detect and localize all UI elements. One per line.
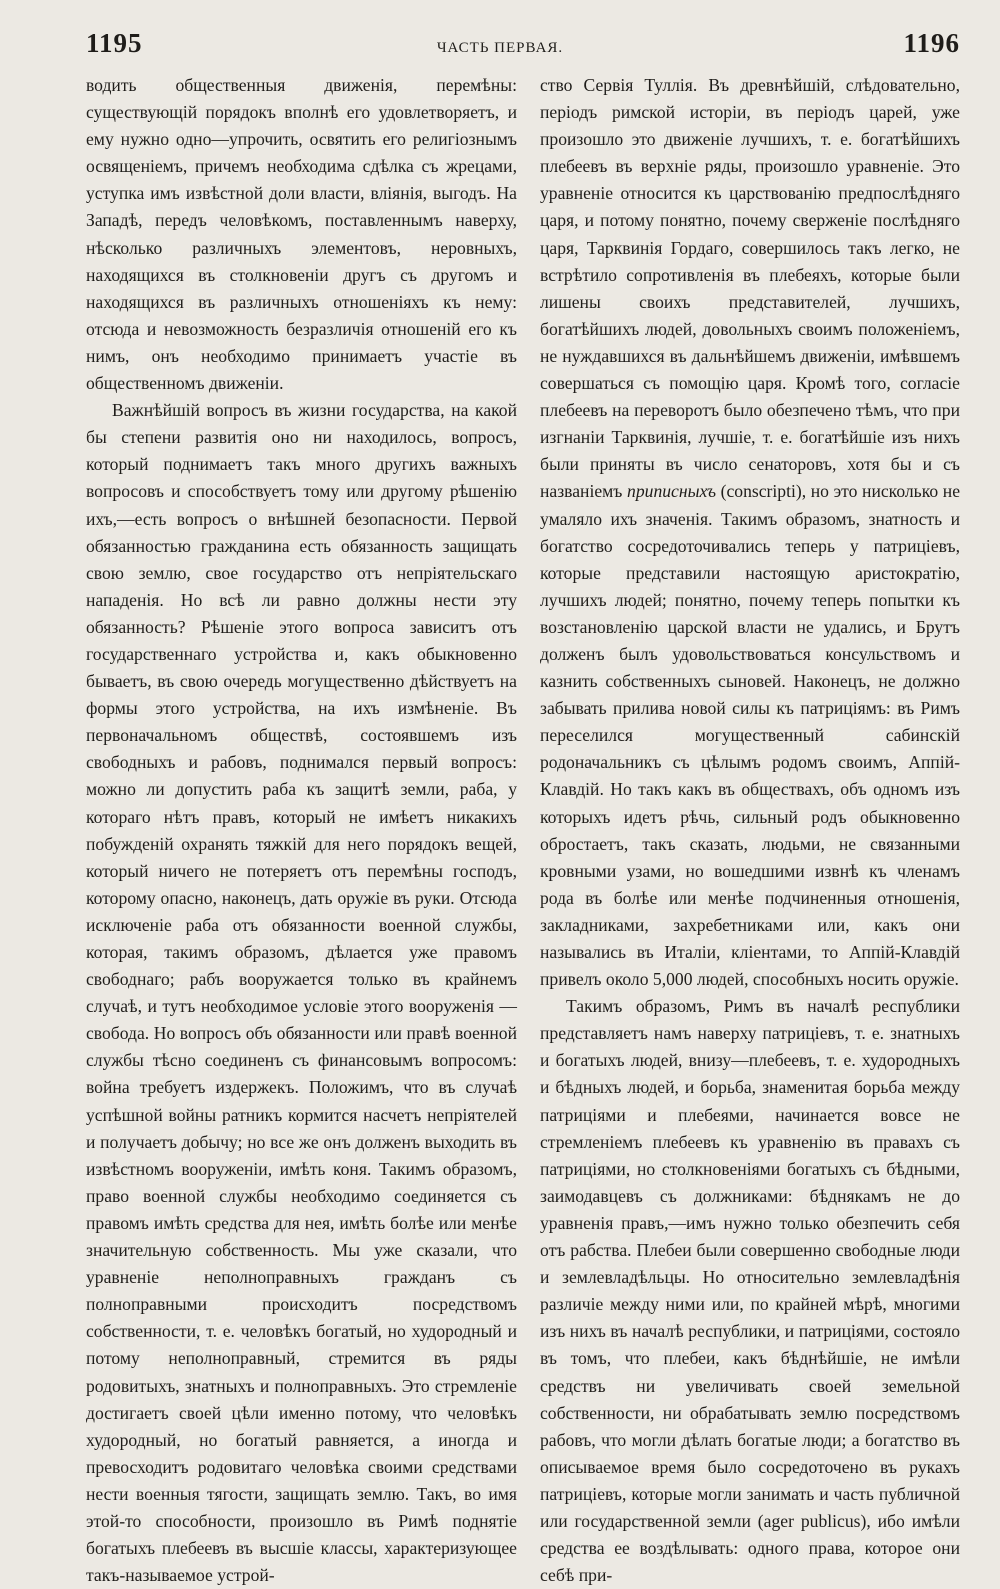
left-paragraph-1: водить общественныя движенія, перемѣны: существующій порядокъ вполнѣ его удовлетворяетъ, и ему нужно одно—упрочить, освятить его религіознымъ освященіемъ, причемъ необходима сдѣлка съ жрецами, уступка имъ извѣстной доли власти, вліянія, выгодъ. На Западѣ, передъ человѣкомъ, поставленнымъ наверху, нѣсколько различныхъ элементовъ, неровныхъ, находящихся въ столкновеніи другъ съ другомъ и находящихся въ различныхъ отношеніяхъ къ нему: отсюда и невозможность безразличія отношеній его къ нимъ, онъ необходимо принимаетъ участіе въ общественномъ движеніи. — [86, 75, 517, 394]
right-column — [540, 72, 960, 1589]
right-paragraph-2: Такимъ образомъ, Римъ въ началѣ республики представляетъ намъ наверху патриціевъ, т. е. знатныхъ и богатыхъ людей, внизу—плебеевъ, т. е. худородныхъ и бѣдныхъ людей, и борьба, знаменитая борьба между патриціями и плебеями, начинается вовсе не стремленіемъ плебеевъ къ уравненію въ правахъ съ патриціями, но столкновеніями богатыхъ съ бѣдными, заимодавцевъ съ должниками: бѣднякамъ не до уравненія правъ,—имъ нужно только обезпечить себя отъ рабства. Плебеи были совершенно свободные люди и землевладѣльцы. Но относительно землевладѣнія различіе между ними или, по крайней мѣрѣ, многими изъ нихъ въ началѣ республики, и патриціями, состояло въ томъ, что плебеи, какъ бѣднѣйшіе, не имѣли средствъ ни увеличивать своей земельной собственности, ни обрабатывать землю посредствомъ рабовъ, что могли дѣлать богатые люди; а богатство въ описываемое время было сосредоточено въ рукахъ патриціевъ, которые могли занимать и часть публичной или государственной земли (ager publicus), ибо имѣли средства ее воздѣлывать: одного права, которое они себѣ при- — [540, 996, 960, 1586]
right-paragraph-1 — [540, 72, 960, 993]
right-paragraph-1-text-b: (conscripti), но это нисколько не умаляло ихъ значенія. Такимъ образомъ, знатность и богатство сосредоточивались теперь у патриціевъ, которые представили настоящую аристократію, лучшихъ людей; понятно, почему теперь попытки къ возстановленію царской власти не удались, и Брутъ долженъ былъ удовольствоваться консульствомъ и казнить собственныхъ сыновей. Наконецъ, не должно забывать прилива новой силы къ патриціямъ: въ Римъ переселился могущественный сабинскій родоначальникъ съ цѣлымъ родомъ своимъ, Аппій-Клавдій. Но такъ какъ въ обществахъ, объ одномъ изъ которыхъ идетъ рѣчь, сильный родъ обыкновенно обростаетъ, такъ сказать, людьми, не связанными кровными узами, но вошедшими извнѣ къ членамъ рода въ болѣе или менѣе подчиненныя отношенія, закладниками, захребетниками или, какъ они назывались въ Италіи, кліентами, то Аппій-Клавдій привелъ около 5,000 людей, способныхъ носить оружіе. — [540, 481, 960, 990]
right-paragraph-1-text-a: ство Сервія Туллія. Въ древнѣйшій, слѣдовательно, періодъ римской исторіи, въ періодъ царей, уже произошло это движеніе лучшихъ, т. е. богатѣйшихъ плебеевъ въ верхніе ряды, произошло уравненіе. Это уравненіе относится къ царствованію предпослѣдняго царя, и потому понятно, почему сверженіе послѣдняго царя, Тарквинія Гордаго, совершилось такъ легко, не встрѣтило сопротивленія въ плебеяхъ, которые были лишены своихъ представителей, лучшихъ, богатѣйшихъ людей, довольныхъ своимъ положеніемъ, не нуждавшихся въ дальнѣйшемъ движеніи, имѣвшемъ совершаться съ помощію царя. Кромѣ того, согласіе плебеевъ на переворотъ было обезпечено тѣмъ, что при изгнаніи Тарквинія, лучшіе, т. е. богатѣйшіе изъ нихъ были приняты въ число сенаторовъ, хотя бы и съ названіемъ — [540, 75, 960, 502]
left-page-number: 1195 — [86, 28, 143, 58]
running-title: ЧАСТЬ ПЕРВАЯ. — [436, 40, 564, 56]
left-paragraph-2: Важнѣйшій вопросъ въ жизни государства, на какой бы степени развитія оно ни находилось, вопросъ, который поднимаетъ такъ много другихъ важныхъ вопросовъ и способствуетъ тому или другому рѣшенію ихъ,—есть вопросъ о внѣшней безопасности. Первой обязанностью гражданина есть обязанность защищать свою землю, свое государство отъ непріятельскаго нападенія. Но всѣ ли равно должны нести эту обязанность? Рѣшеніе этого вопроса зависитъ отъ государственнаго устройства и, какъ обыкновенно бываетъ, въ свою очередь могущественно дѣйствуетъ на формы этого устройства, на ихъ измѣненіе. Въ первоначальномъ обществѣ, состоявшемъ изъ свободныхъ и рабовъ, поднимался первый вопросъ: можно ли допустить раба къ защитѣ земли, раба, у котораго нѣтъ правъ, который не имѣетъ никакихъ побужденій охранять тяжкій для него порядокъ вещей, который ничего не потеряетъ отъ перемѣны господъ, которому опасно, наконецъ, дать оружіе въ руки. Отсюда исключеніе раба отъ обязанности военной службы, которая, такимъ образомъ, дѣлается уже правомъ свободнаго; рабъ вооружается только въ крайнемъ случаѣ, и тутъ необходимое условіе этого вооруженія — свобода. Но вопросъ объ обязанности или правѣ военной службы тѣсно соединенъ съ финансовымъ вопросомъ: война требуетъ издержекъ. Положимъ, что въ случаѣ успѣшной войны ратникъ кормится насчетъ непріятелей и получаетъ добычу; но все же онъ долженъ выходить въ извѣстномъ вооруженіи, имѣть коня. Такимъ образомъ, право военной службы необходимо соединяется съ правомъ имѣть средства для нея, имѣть болѣе или менѣе значительную собственность. Мы уже сказали, что уравненіе неполноправныхъ гражданъ съ полноправными происходитъ посредствомъ собственности, т. е. человѣкъ богатый, но худородный и потому неполноправный, стремится въ ряды родовитыхъ, знатныхъ и полноправныхъ. Это стремленіе достигаетъ своей цѣли именно потому, что человѣкъ худородный, но богатый равняется, а иногда и превосходитъ родовитаго человѣка своими средствами нести военныя тягости, защищать землю. Такъ, во имя этой-то способности, произошло въ Римѣ поднятіе богатыхъ плебеевъ въ высшіе классы, характеризующее такъ-называемое устрой- — [86, 400, 517, 1586]
running-head — [0, 28, 1000, 68]
left-column — [86, 72, 517, 1589]
right-page-number: 1196 — [903, 28, 960, 58]
italic-term: приписныхъ — [627, 481, 716, 502]
